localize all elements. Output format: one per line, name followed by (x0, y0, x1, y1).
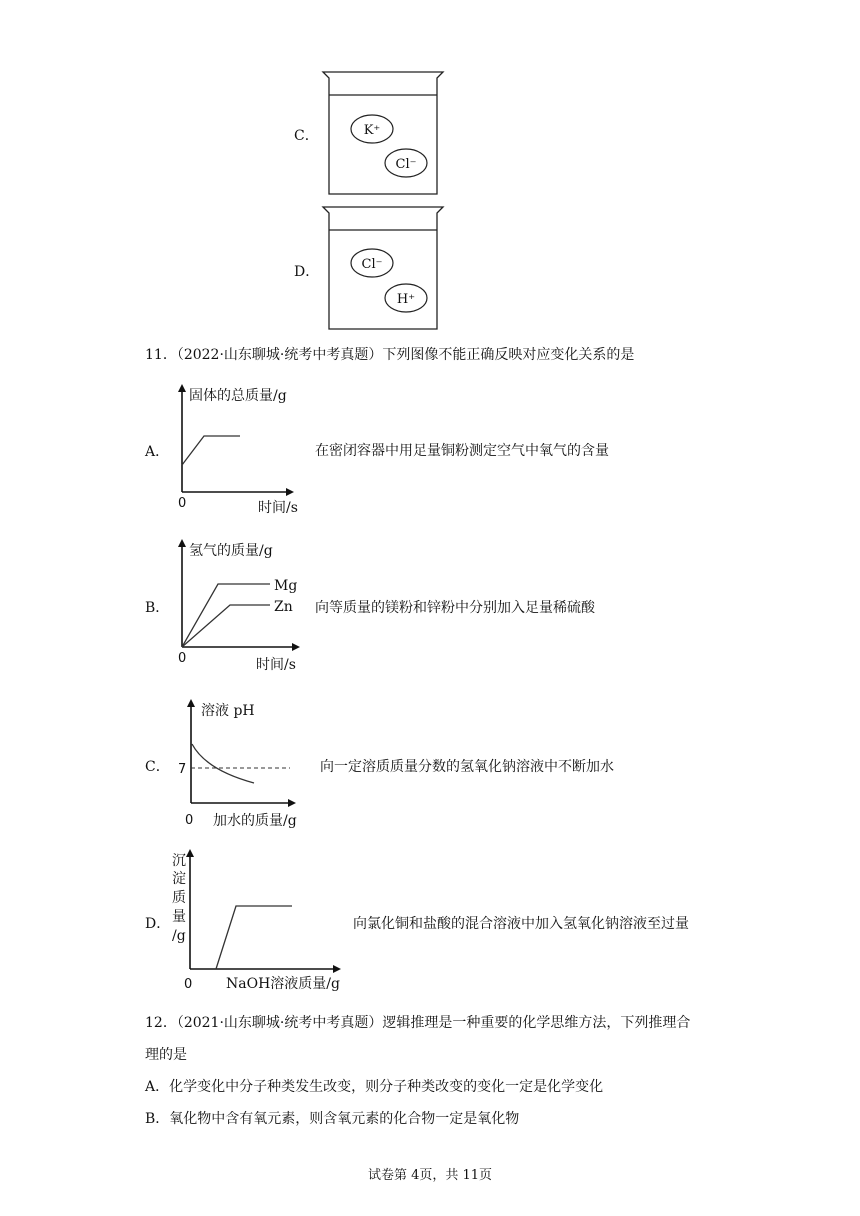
y-axis-label-char-3: 质 (172, 890, 186, 906)
q12-stem-line-1: 12．（2021·山东聊城·统考中考真题）逻辑推理是一种重要的化学思维方法，下列推理合 (145, 1015, 691, 1031)
origin-label: 0 (178, 651, 187, 666)
origin-label: 0 (184, 977, 193, 992)
q11-option-b-graph (170, 535, 310, 675)
q10-option-d-letter: D． (294, 264, 320, 280)
page-footer: 试卷第 4页，共 11页 (367, 1168, 493, 1183)
q11-option-d-description: 向氯化铜和盐酸的混合溶液中加入氢氧化钠溶液至过量 (353, 916, 689, 932)
q12-option-a: A．化学变化中分子种类发生改变，则分子种类改变的变化一定是化学变化 (145, 1079, 604, 1095)
q11-option-a-graph (170, 380, 310, 520)
q11-option-c-description: 向一定溶质质量分数的氢氧化钠溶液中不断加水 (320, 759, 614, 775)
mg-curve (182, 584, 270, 647)
y-axis-label: 氢气的质量/g (189, 543, 273, 559)
ion-label-k: K⁺ (363, 123, 381, 138)
y-axis-label: 溶液 pH (201, 703, 255, 719)
y-axis-label-char-4: 量 (172, 909, 186, 925)
y-axis-label: 固体的总质量/g (189, 388, 287, 404)
x-axis-label: 时间/s (258, 500, 298, 516)
q11-option-c-letter: C． (145, 759, 170, 775)
q11-option-b-letter: B． (145, 600, 170, 616)
origin-label: 0 (178, 496, 187, 511)
x-axis-label: NaOH溶液质量/g (226, 976, 340, 992)
q11-option-d-graph (170, 845, 350, 995)
zn-curve (182, 605, 270, 647)
ion-label-cl: Cl⁻ (361, 257, 383, 272)
q12-option-b: B．氧化物中含有氧元素，则含氧元素的化合物一定是氧化物 (145, 1111, 520, 1127)
q11-option-a-letter: A． (145, 444, 170, 460)
series-label-mg: Mg (274, 578, 298, 594)
y-axis-label-char-1: 沉 (172, 853, 186, 869)
q11-option-d-letter: D． (145, 916, 171, 932)
series-label-zn: Zn (274, 599, 293, 615)
q10-option-c-beaker (318, 70, 448, 198)
q10-option-c-letter: C． (294, 128, 319, 144)
q11-option-c-graph (170, 695, 310, 835)
q12-stem-line-2: 理的是 (145, 1047, 187, 1063)
ion-label-cl: Cl⁻ (395, 157, 417, 172)
y-axis-label-char-2: 淀 (172, 871, 186, 887)
q11-stem: 11．（2022·山东聊城·统考中考真题）下列图像不能正确反映对应变化关系的是 (145, 347, 635, 363)
precipitate-curve (216, 906, 292, 969)
y-axis-label-char-5: /g (172, 928, 186, 944)
ph-curve (192, 744, 254, 783)
x-axis-label: 加水的质量/g (213, 813, 297, 829)
solid-mass-curve (182, 436, 240, 465)
origin-label: 0 (185, 813, 194, 828)
x-axis-label: 时间/s (256, 657, 296, 673)
q10-option-d-beaker (318, 205, 448, 333)
q11-option-b-description: 向等质量的镁粉和锌粉中分别加入足量稀硫酸 (315, 600, 595, 616)
ph-tick-label: 7 (178, 762, 187, 777)
q11-option-a-description: 在密闭容器中用足量铜粉测定空气中氧气的含量 (315, 443, 609, 459)
ion-label-h: H⁺ (396, 292, 416, 307)
